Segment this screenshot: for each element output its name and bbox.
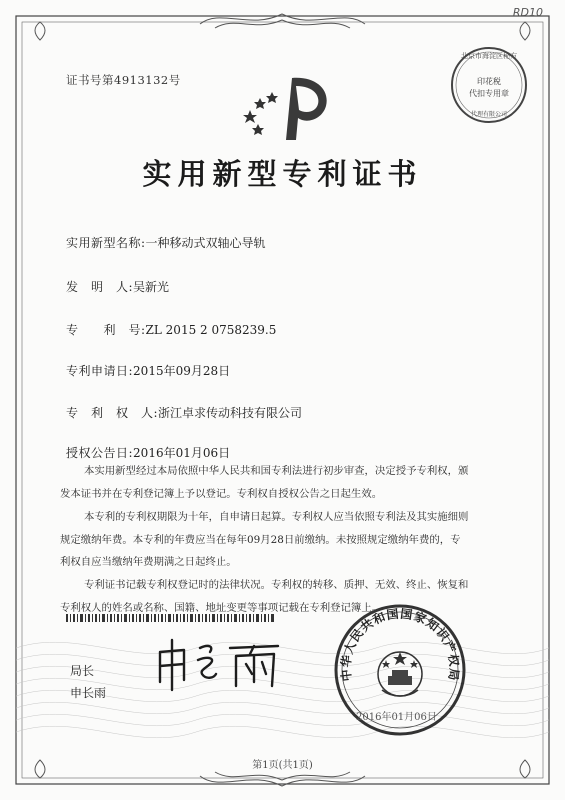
svg-text:中华人民共和国国家知识产权局: 中华人民共和国国家知识产权局	[338, 606, 462, 683]
paragraph-line: 利权自应当缴纳年费期满之日起终止。	[60, 556, 237, 568]
field-patentee	[66, 404, 302, 421]
document-title: 实用新型专利证书	[142, 157, 423, 191]
field-grant-date	[66, 444, 230, 461]
field-label: 专利申请日:	[66, 364, 134, 378]
field-label: 授权公告日:	[66, 446, 134, 460]
field-label: 专 利 号:	[66, 323, 146, 337]
field-application-date	[66, 362, 230, 379]
page-number: 第1页(共1页)	[252, 760, 313, 771]
paragraph-line: 专利权人的姓名或名称、国籍、地址变更等事项记载在专利登记簿上。	[60, 601, 383, 614]
director-name: 申长雨	[70, 686, 107, 700]
field-patent-number	[66, 321, 276, 338]
field-label: 发 明 人:	[66, 280, 134, 294]
paragraph-line: 本专利的专利权期限为十年，自申请日起算。专利权人应当依照专利法及其实施细则	[84, 511, 469, 523]
handwritten-signature	[150, 634, 285, 694]
field-label: 专 利 权 人:	[66, 406, 159, 420]
barcode-strip	[66, 614, 276, 622]
field-value: 一种移动式双轴心导轨	[145, 236, 266, 250]
paragraph-term-statement	[60, 506, 508, 574]
svg-text:印花税: 印花税	[477, 77, 501, 86]
field-label: 实用新型名称:	[66, 236, 146, 250]
certificate-number: 证书号第4913132号	[66, 73, 181, 87]
svg-text:代理有限公司: 代理有限公司	[470, 111, 508, 118]
paragraph-line: 规定缴纳年费。本专利的年费应当在每年09月28日前缴纳。未按照规定缴纳年费的，专	[60, 533, 461, 546]
handwritten-note: RD10	[512, 6, 543, 19]
field-inventor	[66, 278, 169, 295]
patent-office-emblem-icon	[236, 72, 336, 144]
field-value: 2015年09月28日	[133, 364, 231, 378]
field-value: 浙江卓求传动科技有限公司	[158, 406, 303, 420]
national-emblem-icon	[378, 652, 422, 696]
svg-text:北京市海淀区秘方: 北京市海淀区秘方	[461, 52, 517, 60]
paragraph-line: 专利证书记载专利权登记时的法律状况。专利权的转移、质押、无效、终止、恢复和	[84, 579, 469, 591]
director-title: 局长	[70, 664, 95, 678]
seal-date: 2016年01月06日	[356, 712, 437, 723]
paragraph-grant-statement	[60, 460, 508, 505]
field-value: 吴新光	[133, 280, 170, 294]
tax-seal-stamp	[448, 44, 530, 126]
paragraph-line: 发本证书并在专利登记簿上予以登记。专利权自授权公告之日起生效。	[60, 487, 383, 500]
field-utility-model-name	[66, 234, 266, 251]
paragraph-line: 本实用新型经过本局依照中华人民共和国专利法进行初步审查，决定授予专利权，颁	[84, 465, 469, 477]
svg-text:代扣专用章: 代扣专用章	[469, 89, 509, 98]
field-value: 2016年01月06日	[133, 446, 231, 460]
field-value: ZL 2015 2 0758239.5	[145, 323, 277, 337]
